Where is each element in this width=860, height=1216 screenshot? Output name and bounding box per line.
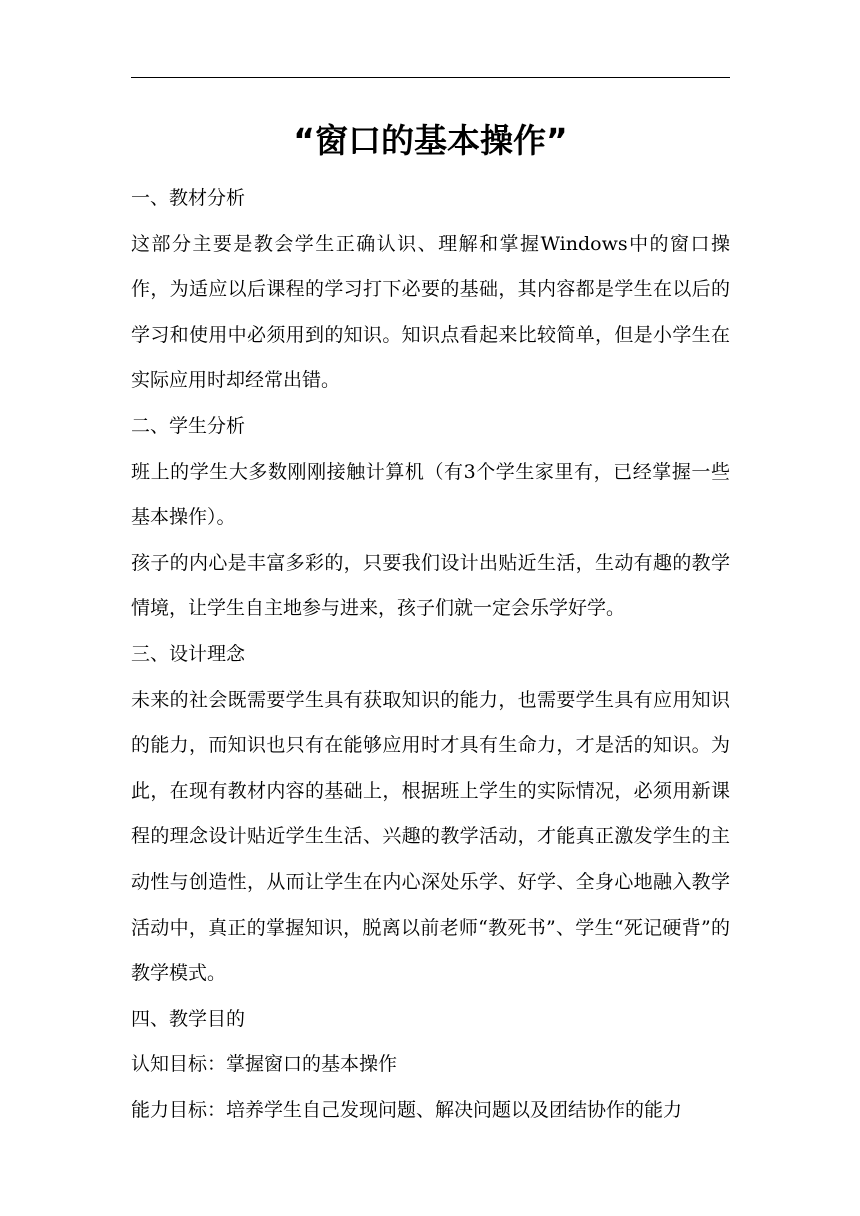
paragraph: 班上的学生大多数刚刚接触计算机（有3个学生家里有，已经掌握一些基本操作）。 <box>131 460 730 529</box>
paragraph: 未来的社会既需要学生具有获取知识的能力，也需要学生具有应用知识的能力，而知识也只有在能够应用时才具有生命力，才是活的知识。为此，在现有教材内容的基础上，根据班上学生的实际情况，必须用新课程的理念设计贴近学生生活、兴趣的教学活动，才能真正激发学生的主动性与创造性，从而让学生在内心深处乐学、好学、全身心地融入教学活动中，真正的掌握知识，脱离以前老师“教死书”、学生“死记硬背”的教学模式。 <box>131 688 730 985</box>
section-student-analysis <box>131 404 730 632</box>
section-textbook-analysis <box>131 176 730 404</box>
header-rule <box>131 77 730 78</box>
section-teaching-objectives <box>131 997 730 1134</box>
section-design-concept <box>131 632 730 997</box>
section-heading: 三、设计理念 <box>131 642 246 665</box>
section-heading: 一、教材分析 <box>131 187 246 209</box>
document-body <box>131 176 730 1133</box>
paragraph: 孩子的内心是丰富多彩的，只要我们设计出贴近生活，生动有趣的教学情境，让学生自主地参与进来，孩子们就一定会乐学好学。 <box>131 551 730 620</box>
objective-ability: 能力目标：培养学生自己发现问题、解决问题以及团结协作的能力 <box>131 1098 683 1121</box>
section-heading: 四、教学目的 <box>131 1007 246 1030</box>
objective-cognitive: 认知目标：掌握窗口的基本操作 <box>131 1053 398 1076</box>
section-heading: 二、学生分析 <box>131 414 246 437</box>
document-title: “窗口的基本操作” <box>293 121 568 160</box>
paragraph: 这部分主要是教会学生正确认识、理解和掌握Windows中的窗口操作，为适应以后课程的学习打下必要的基础，其内容都是学生在以后的学习和使用中必须用到的知识。知识点看起来比较简单，但是小学生在实际应用时却经常出错。 <box>131 232 730 392</box>
